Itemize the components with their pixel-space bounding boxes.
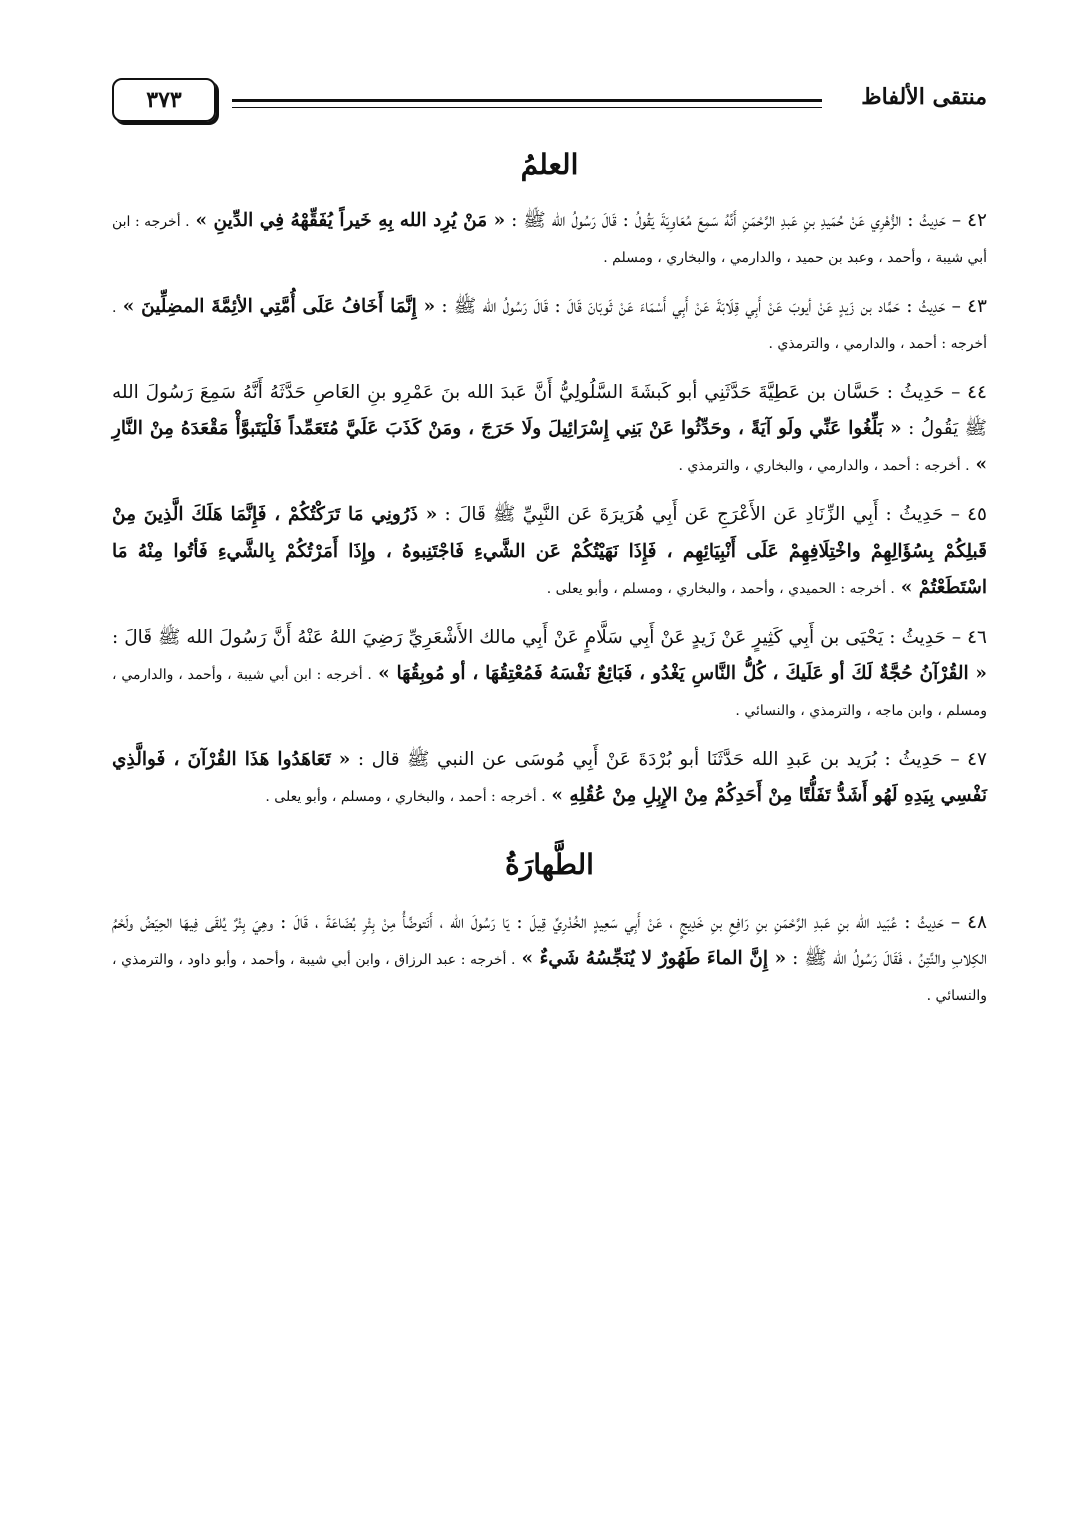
hadith-text: « بَلِّغُوا عَنِّي ولَو آيَةً ، وحَدِّثُوا عَنْ بَنِي إِسْرَائِيلَ ولَا حَرَجَ ، ومَنْ كَذَبَ عَلَيَّ مُتَعَمِّداً فَلْيَتَبوَّأْ مَقْعَدَهُ مِنْ النَّارِ » [112, 418, 987, 476]
section-title-purification: الطَّهارَةُ [505, 847, 594, 881]
hadith-intro: ٤٥ – حَدِيثُ : أَبِي الزِّنَادِ عَن الأَعْرَجِ عَن أَبِي هُرَيرَةَ عَن النَّبِيِّ ﷺ قَالَ : [444, 504, 987, 526]
hadith-text: « إِنَّمَا أَخَافُ عَلَى أُمَّتِي الأئِمَّةَ المضِلِّينَ » [122, 296, 436, 318]
page-number: ٣٧٣ [112, 78, 216, 122]
header-rule [232, 99, 822, 108]
page-content [112, 148, 987, 1027]
hadith-intro: ٤٤ – حَدِيثُ : حَسَّان بن عَطِيَّةَ حَدَّثَنِي أبو كَبشَةَ السَّلُولِيُّ أَنَّ عَبدَ الله بنَ عَمْرِو بنِ العَاصِ حَدَّثَهُ أَنَّهُ سَمِعَ رَسُولَ الله ﷺ يَقُولُ : [112, 382, 987, 440]
hadith-45 [112, 497, 987, 605]
hadith-48 [112, 905, 987, 1013]
hadith-text: « مَنْ يُرِد الله بِهِ خَيراً يُفَقِّهْهُ فِي الدِّينِ » [195, 210, 506, 231]
hadith-intro: ٤٢ – حَدِيثُ : الزُّهْرِي عَنْ حُمَيدِ بنِ عَبدِ الرَّحْمَنِ أَنَّهُ سَمِعَ مُعَاوِيَةَ يَقُولُ : قَالَ رَسُولُ الله ﷺ : [511, 210, 987, 231]
hadith-text: « ذَرُونِي مَا تَرَكْتُكُمْ ، فَإِنَّمَا هَلَكَ الَّذِينَ مِنْ قَبلِكُمْ بِسُؤَالِهِمْ واخْتِلَافِهِمْ عَلَى أَنْبِيَائِهِم ، فَإِذَا نَهَيْتُكُمْ عَن الشَّيءِ فَاجْتَنِبوهُ ، وإِذَا أَمَرْتُكُمْ بِالشَّيءِ فَأتُوا مِنْهُ مَا اسْتَطَعْتُمْ » [112, 504, 987, 598]
hadith-source: . أخرجه : عبد الرزاق ، وابن أبي شيبة ، وأحمد ، وأبو داود ، والترمذي ، والنسائي . [112, 952, 987, 1005]
hadith-47 [112, 742, 987, 814]
hadith-43 [112, 289, 987, 361]
hadith-44 [112, 375, 987, 483]
hadith-text: « إِنَّ الماءَ طَهُورٌ لا يُنَجِّسُهُ شَيءٌ » [521, 948, 787, 969]
hadith-source: . أخرجه : أحمد ، والدارمي ، والبخاري ، والترمذي . [678, 458, 970, 475]
hadith-source: . أخرجه : أحمد ، والدارمي ، والترمذي . [112, 300, 987, 353]
hadith-intro: ٤٨ – حَدِيثُ : عُبَيد الله بنِ عَبدِ الرَّحْمَنِ بنِ رَافِعِ بنِ خَدِيجٍ ، عَنْ أَبِي سَعِيدٍ الخُدْرِيِّ قِيلَ : يَا رَسُولَ الله ، أَنَتوضَّأُ مِنْ بِئْرِ بُضَاعَةَ ، قَالَ : وهِيَ بِئْرٌ يُلقَى فِيهَا الحِيَضُ ولَحْمُ الكِلابِ والنَّتِنُ ، فَقَالَ رَسُولُ الله ﷺ : [112, 911, 987, 969]
hadith-46 [112, 620, 987, 728]
hadith-intro: ٤٣ – حَدِيثُ : حَمَّاد بن زَيدٍ عَنْ أيوبَ عَنْ أَبِي قِلَابَةَ عَنْ أَبِي أَسْمَاءَ عَنْ ثَوبَانَ قَالَ : قَالَ رَسُولُ الله ﷺ : [441, 296, 987, 318]
hadith-source: . أخرجه : ابن أبي شيبة ، وأحمد ، وعبد بن حميد ، والدارمي ، والبخاري ، ومسلم . [112, 214, 987, 267]
hadith-text: « القُرْآنُ حُجَّةٌ لَكَ أو عَلَيكَ ، كُلُّ النَّاسِ يَغْدُو ، فَبَائِعٌ نَفْسَهُ فَمُعْتِقُهَا ، أو مُوبِقُهَا » [378, 662, 987, 684]
hadith-text: « تَعَاهَدُوا هَذَا القُرْآنَ ، فَوالَّذِي نَفْسِي بِيَدِهِ لَهُو أَشَدُّ تَفَلُّتًا مِنْ أَحَدِكُمْ مِنْ الإِبِلِ مِنْ عُقُلِهِ » [112, 748, 987, 806]
hadith-source: . أخرجه : ابن أبي شيبة ، وأحمد ، والدارمي ، ومسلم ، وابن ماجه ، والترمذي ، والنسائي . [112, 666, 987, 719]
hadith-42 [112, 203, 987, 275]
section-title-knowledge: العلمُ [520, 148, 579, 181]
hadith-source: . أخرجه : الحميدي ، وأحمد ، والبخاري ، ومسلم ، وأبو يعلى . [546, 580, 895, 597]
book-title: منتقى الألفاظ [861, 84, 987, 110]
hadith-intro: ٤٧ – حَدِيثُ : بُرَيد بن عَبدِ الله حَدَّثَنَا أبو بُرْدَةَ عَنْ أَبِي مُوسَى عن النبي ﷺ قال : [357, 748, 987, 770]
hadith-source: . أخرجه : أحمد ، والبخاري ، ومسلم ، وأبو يعلى . [265, 788, 546, 805]
page-header [112, 78, 987, 128]
hadith-intro: ٤٦ – حَدِيثُ : يَحْيَى بن أَبِي كَثِيرٍ عَنْ زَيدٍ عَنْ أَبِي سَلَّامٍ عَنْ أَبِي مالك الأَشْعَرِيِّ رَضِيَ اللهُ عَنْهُ أَنَّ رَسُولَ الله ﷺ قَالَ : [112, 626, 987, 648]
